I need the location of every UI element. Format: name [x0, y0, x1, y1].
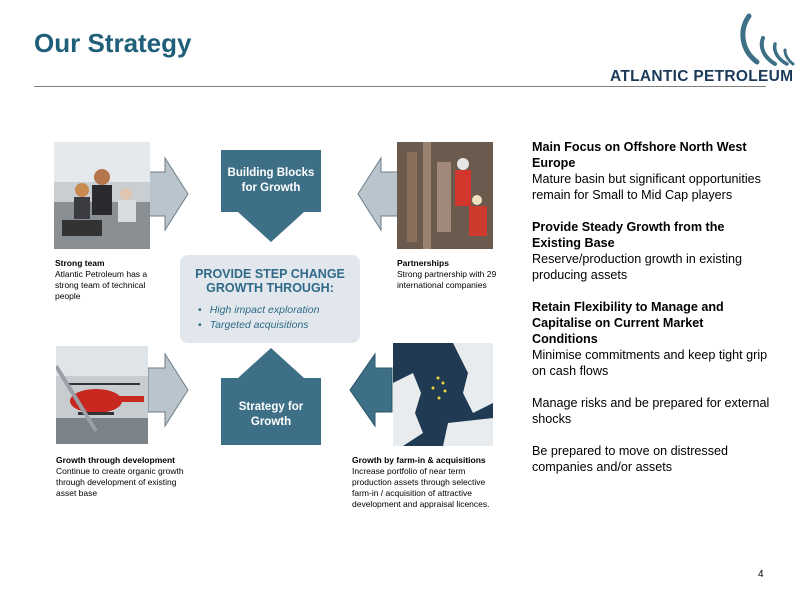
strategy-point-text: Manage risks and be prepared for external shocks	[532, 396, 770, 426]
building-blocks-label: Building Blocks for Growth	[227, 167, 315, 194]
drilling-rig-photo	[397, 142, 493, 249]
caption-partnerships	[397, 258, 507, 291]
growth-method-item: • High impact exploration	[198, 303, 319, 318]
caption-title: Growth through development	[56, 455, 175, 465]
strategy-point	[532, 139, 772, 203]
caption-text: Continue to create organic growth through development of existing asset base	[56, 466, 184, 498]
north-sea-map	[393, 343, 493, 446]
caption-title: Growth by farm-in & acquisitions	[352, 455, 486, 465]
caption-text: Strong partnership with 29 international companies	[397, 269, 497, 290]
strategy-point-text: Mature basin but significant opportunities remain for Small to Mid Cap players	[532, 172, 761, 202]
center-heading: PROVIDE STEP CHANGE GROWTH THROUGH:	[195, 267, 345, 295]
caption-text: Increase portfolio of near term production assets through selective farm-in / acquisition of attractive development and appraisal licences.	[352, 466, 490, 509]
page-number: 4	[758, 569, 764, 580]
caption-growth-farm-in	[352, 455, 502, 510]
arrow-left-bottom	[350, 354, 392, 426]
growth-methods-list	[198, 303, 319, 333]
strategy-point-heading: Main Focus on Offshore North West Europe	[532, 140, 747, 170]
growth-method-item: • Targeted acquisitions	[198, 318, 319, 333]
strategy-point-heading: Provide Steady Growth from the Existing Base	[532, 220, 725, 250]
strategy-point	[532, 395, 772, 427]
office-team-photo	[54, 142, 150, 249]
center-growth-box	[180, 255, 360, 343]
strategy-point-text: Minimise commitments and keep tight grip on cash flows	[532, 348, 768, 378]
strategy-point-heading: Retain Flexibility to Manage and Capitalise on Current Market Conditions	[532, 300, 724, 346]
caption-strong-team	[55, 258, 165, 302]
arrow-left-top	[358, 158, 398, 230]
strategy-point-text: Reserve/production growth in existing producing assets	[532, 252, 743, 282]
caption-growth-development	[56, 455, 186, 499]
arrow-right-bottom	[148, 354, 188, 426]
page-title: Our Strategy	[34, 28, 192, 58]
company-logo-text: ATLANTIC PETROLEUM	[610, 68, 794, 85]
caption-title: Strong team	[55, 258, 105, 268]
strategy-point-text: Be prepared to move on distressed companies and/or assets	[532, 444, 729, 474]
caption-text: Atlantic Petroleum has a strong team of technical people	[55, 269, 148, 301]
strategy-point	[532, 299, 772, 379]
arrow-right-top	[148, 158, 188, 230]
strategy-point	[532, 219, 772, 283]
strategy-for-growth-label: Strategy for Growth	[238, 401, 304, 428]
caption-title: Partnerships	[397, 258, 449, 268]
helicopter-photo	[56, 346, 148, 444]
strategy-text-panel	[532, 139, 772, 491]
strategy-point	[532, 443, 772, 475]
